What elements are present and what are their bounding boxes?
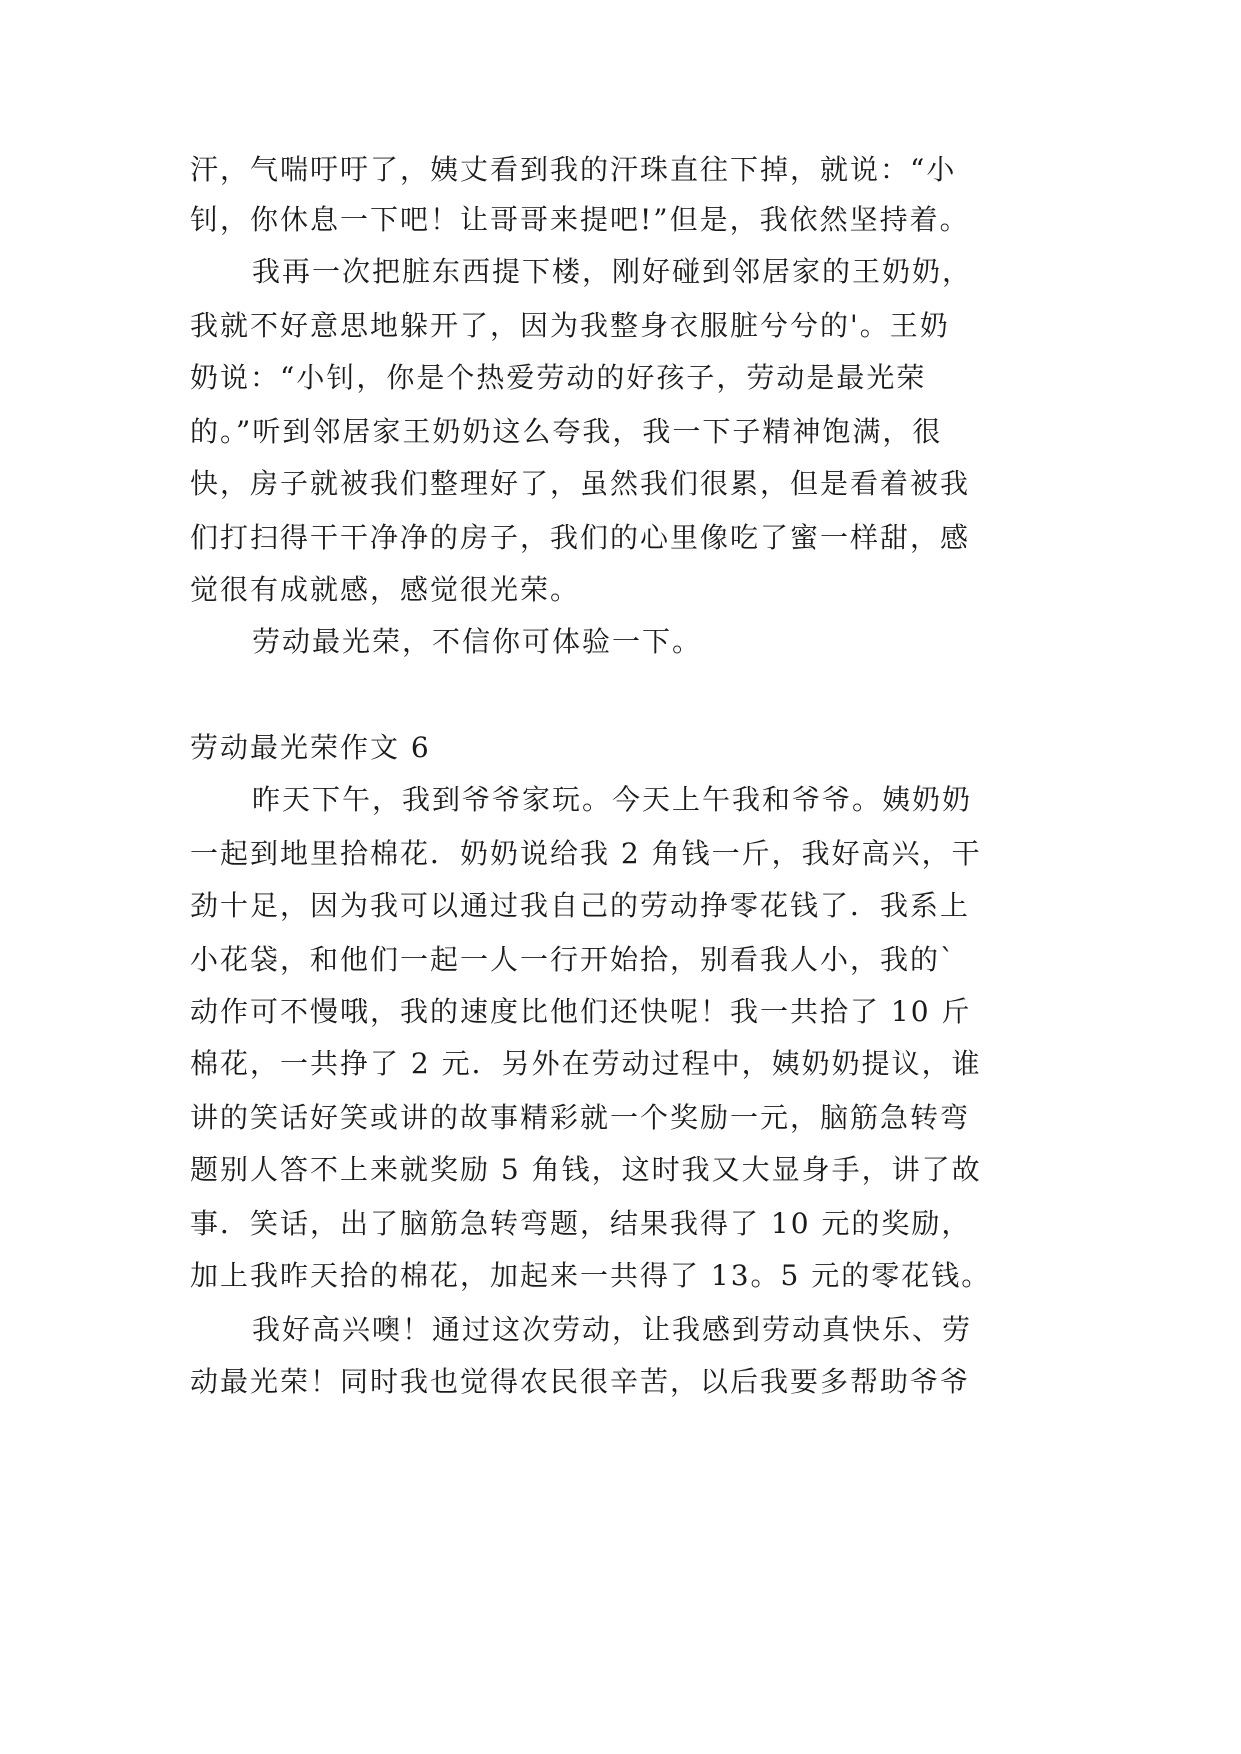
text-line: 题别人答不上来就奖励 5 角钱，这时我又大显身手，讲了故	[190, 1153, 982, 1186]
text-line: 钊，你休息一下吧！让哥哥来提吧!”但是，我依然坚持着。	[190, 203, 970, 236]
section-heading: 劳动最光荣作文 6	[190, 731, 431, 764]
text-line: 奶说：“小钊，你是个热爱劳动的好孩子，劳动是最光荣	[190, 361, 927, 394]
text-line: 劲十足，因为我可以通过我自己的劳动挣零花钱了．我系上	[190, 889, 971, 922]
text-line: 动最光荣！同时我也觉得农民很辛苦，以后我要多帮助爷爷	[190, 1365, 971, 1398]
text-line: 快，房子就被我们整理好了，虽然我们很累，但是看着被我	[190, 467, 971, 500]
text-line: 们打扫得干干净净的房子，我们的心里像吃了蜜一样甜，感	[190, 521, 971, 554]
text-line: 一起到地里拾棉花．奶奶说给我 2 角钱一斤，我好高兴，干	[190, 837, 982, 870]
text-line: 劳动最光荣，不信你可体验一下。	[252, 625, 703, 658]
text-line: 我好高兴噢！通过这次劳动，让我感到劳动真快乐、劳	[252, 1313, 973, 1346]
text-line: 棉花，一共挣了 2 元．另外在劳动过程中，姨奶奶提议，谁	[190, 1047, 982, 1080]
text-line: 的。”听到邻居家王奶奶这么夸我，我一下子精神饱满，很	[190, 415, 943, 448]
text-line: 讲的笑话好笑或讲的故事精彩就一个奖励一元，脑筋急转弯	[190, 1101, 971, 1134]
text-line: 昨天下午，我到爷爷家玩。今天上午我和爷爷。姨奶奶	[252, 783, 973, 816]
text-line: 动作可不慢哦，我的速度比他们还快呢！我一共拾了 10 斤	[190, 995, 972, 1028]
text-line: 小花袋，和他们一起一人一行开始拾，别看我人小，我的`	[190, 943, 957, 976]
text-line: 我就不好意思地躲开了，因为我整身衣服脏兮兮的'。王奶	[190, 309, 950, 342]
text-line: 加上我昨天拾的棉花，加起来一共得了 13。5 元的零花钱。	[190, 1259, 992, 1292]
text-line: 事．笑话，出了脑筋急转弯题，结果我得了 10 元的奖励，	[190, 1207, 972, 1240]
text-line: 汗，气喘吁吁了，姨丈看到我的汗珠直往下掉，就说：“小	[190, 153, 957, 186]
text-line: 觉很有成就感，感觉很光荣。	[190, 573, 581, 606]
text-line: 我再一次把脏东西提下楼，刚好碰到邻居家的王奶奶，	[252, 255, 973, 288]
